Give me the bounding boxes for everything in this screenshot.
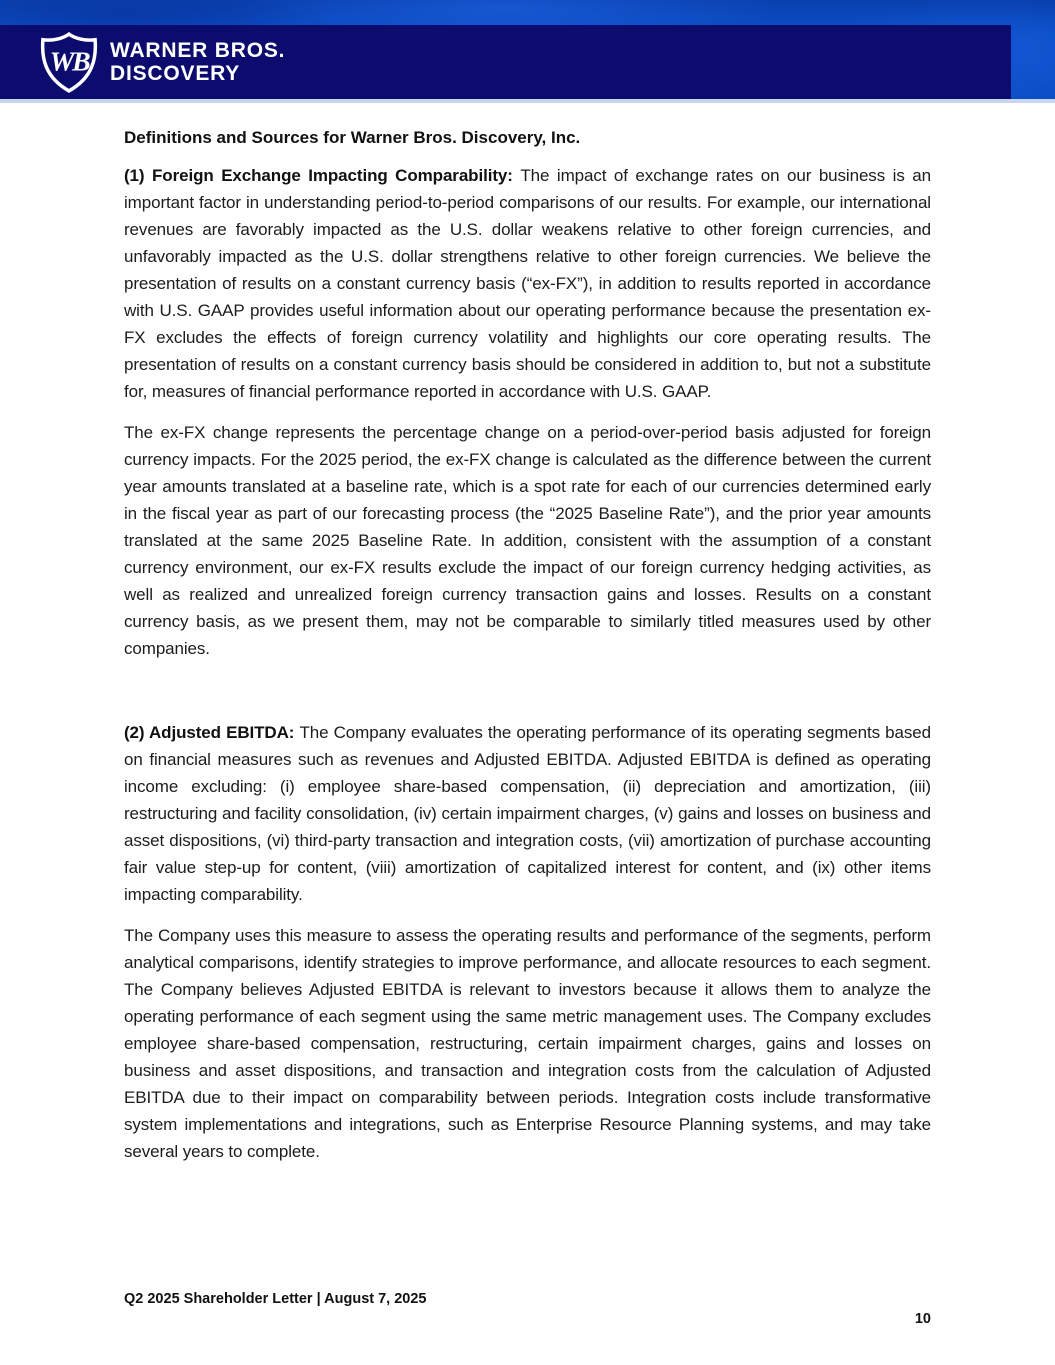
wbd-logo (40, 32, 285, 93)
paragraph-1-text: The impact of exchange rates on our business is an important factor in understanding period-to-period comparisons of our results. For example, our international revenues are favorably impacted as the U.S. dollar weakens relative to other foreign currencies, and unfavorably impacted as the U.S. dollar strengthens relative to other foreign currencies. We believe the presentation of results on a constant currency basis (“ex-FX”), in addition to results reported in accordance with U.S. GAAP provides useful information about our operating performance because the presentation ex-FX excludes the effects of foreign currency volatility and highlights our core operating results. The presentation of results on a constant currency basis should be considered in addition to, but not a substitute for, measures of financial performance reported in accordance with U.S. GAAP. (124, 166, 931, 401)
header-navy-band (0, 25, 1011, 99)
logo-wordmark-line2: DISCOVERY (110, 62, 241, 85)
paragraph-4-text: The Company uses this measure to assess the operating results and performance of the segments, perform analytical comparisons, identify strategies to improve performance, and allocate resources to each segment. The Company believes Adjusted EBITDA is relevant to investors because it allows them to analyze the operating performance of each segment using the same metric management uses. The Company excludes employee share-based compensation, restructuring, certain impairment charges, gains and losses on business and asset dispositions, and transaction and integration costs from the calculation of Adjusted EBITDA due to their impact on comparability between periods. Integration costs include transformative system implementations and integrations, such as Enterprise Resource Planning systems, and may take several years to complete. (124, 926, 931, 1161)
page-number: 10 (914, 1311, 931, 1327)
footer-document-label: Q2 2025 Shareholder Letter | August 7, 2025 (124, 1291, 427, 1307)
paragraph-3-lead: (2) Adjusted EBITDA: (124, 723, 300, 742)
document-body (124, 103, 931, 1165)
paragraph-3-text: The Company evaluates the operating performance of its operating segments based on financial measures such as revenues and Adjusted EBITDA. Adjusted EBITDA is defined as operating income excluding: (i) employee share-based compensation, (ii) depreciation and amortization, (iii) restructuring and facility consolidation, (iv) certain impairment charges, (v) gains and losses on business and asset dispositions, (vi) third-party transaction and integration costs, (vii) amortization of purchase accounting fair value step-up for content, (viii) amortization of capitalized interest for content, and (ix) other items impacting comparability. (124, 723, 931, 904)
definition-paragraph-3 (124, 719, 931, 908)
logo-wordmark-line1: WARNER BROS. (110, 39, 286, 62)
svg-text:WB: WB (49, 46, 89, 78)
paragraph-2-text: The ex-FX change represents the percentage change on a period-over-period basis adjusted for foreign currency impacts. For the 2025 period, the ex-FX change is calculated as the difference between the current year amounts translated at a baseline rate, which is a spot rate for each of our currencies determined early in the fiscal year as part of our forecasting process (the “2025 Baseline Rate”), and the prior year amounts translated at the same 2025 Baseline Rate. In addition, consistent with the assumption of a constant currency environment, our ex-FX results exclude the impact of our foreign currency hedging activities, as well as realized and unrealized foreign currency transaction gains and losses. Results on a constant currency basis, as we present them, may not be comparable to similarly titled measures used by other companies. (124, 423, 931, 658)
paragraph-1-lead: (1) Foreign Exchange Impacting Comparability: (124, 166, 521, 185)
definition-paragraph-2 (124, 419, 931, 662)
definition-paragraph-1 (124, 162, 931, 405)
logo-wordmark (110, 39, 285, 85)
wb-shield-icon (40, 32, 98, 93)
header-banner (0, 0, 1055, 103)
definition-paragraph-4 (124, 922, 931, 1165)
document-title: Definitions and Sources for Warner Bros. Discovery, Inc. (124, 128, 581, 147)
